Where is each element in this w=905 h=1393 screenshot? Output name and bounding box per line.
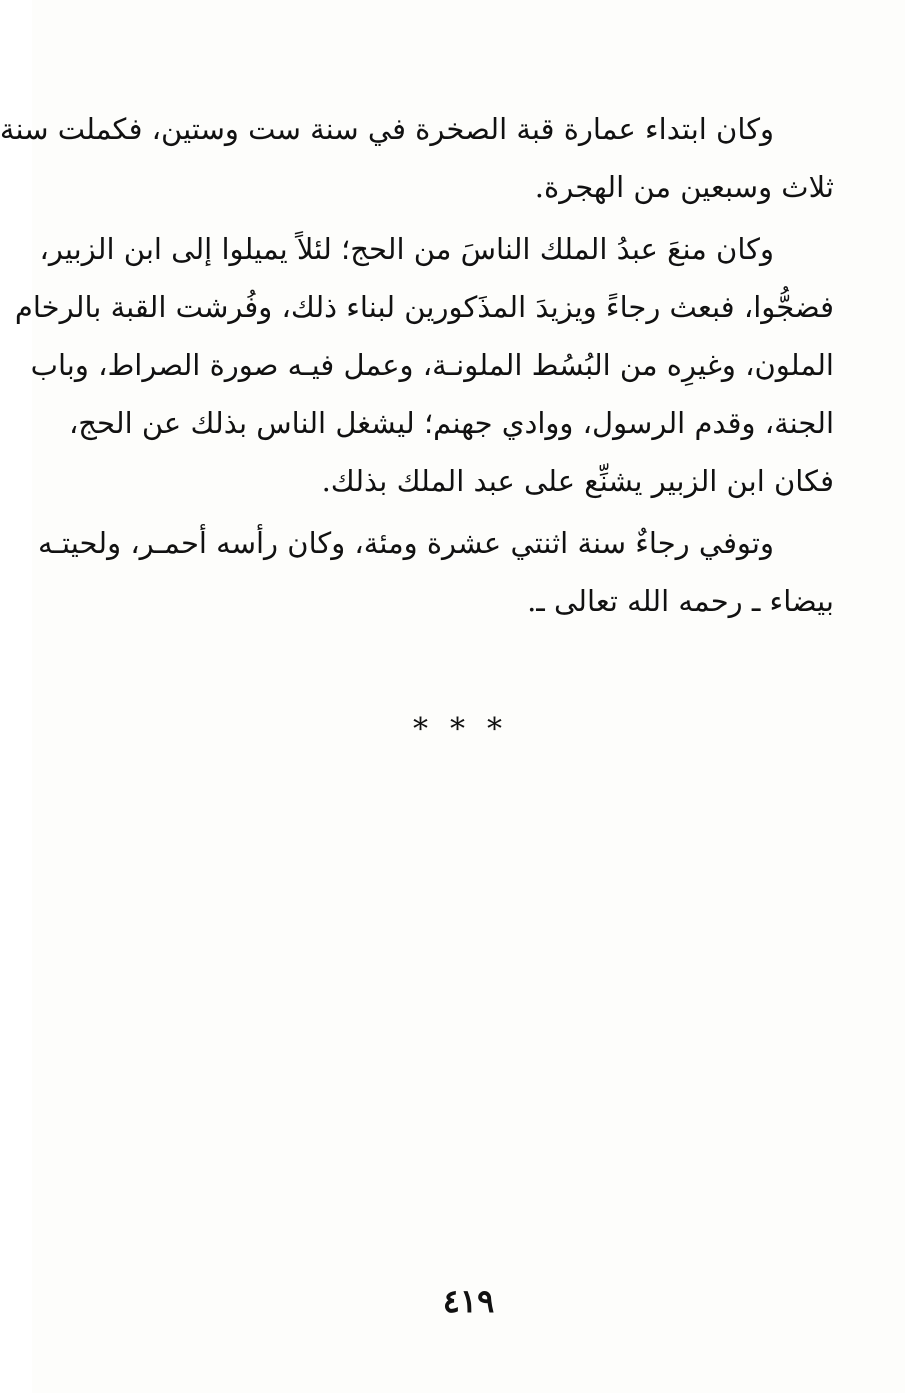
paragraph-1	[0, 100, 834, 216]
paragraph-line: وتوفي رجاءٌ سنة اثنتي عشرة ومئة، وكان رأسه أحمـر، ولحيتـه	[38, 526, 774, 560]
paragraph-line: فضجُّوا، فبعث رجاءً ويزيدَ المذَكورين لبناء ذلك، وفُرشت القبة بالرخام	[14, 290, 834, 324]
paragraph-line: بيضاء ـ رحمه الله تعالى ـ.	[527, 584, 834, 618]
paragraph-3	[38, 514, 834, 630]
paragraph-line: ثلاث وسبعين من الهجرة.	[534, 170, 834, 204]
paragraph-line: وكان ابتداء عمارة قبة الصخرة في سنة ست وستين، فكملت سنة	[0, 112, 774, 146]
body-text	[0, 100, 834, 630]
paragraph-2	[14, 220, 834, 510]
paragraph-line: فكان ابن الزبير يشنِّع على عبد الملك بذلك.	[321, 464, 834, 498]
page-number: ٤١٩	[442, 1282, 495, 1320]
paragraph-line: الجنة، وقدم الرسول، ووادي جهنم؛ ليشغل الناس بذلك عن الحج،	[68, 406, 834, 440]
section-ornament: ***	[413, 712, 524, 747]
paragraph-line: وكان منعَ عبدُ الملك الناسَ من الحج؛ لئلاً يميلوا إلى ابن الزبير،	[39, 232, 774, 266]
paragraph-line: الملون، وغيرِه من البُسُط الملونـة، وعمل فيـه صورة الصراط، وباب	[30, 348, 834, 382]
